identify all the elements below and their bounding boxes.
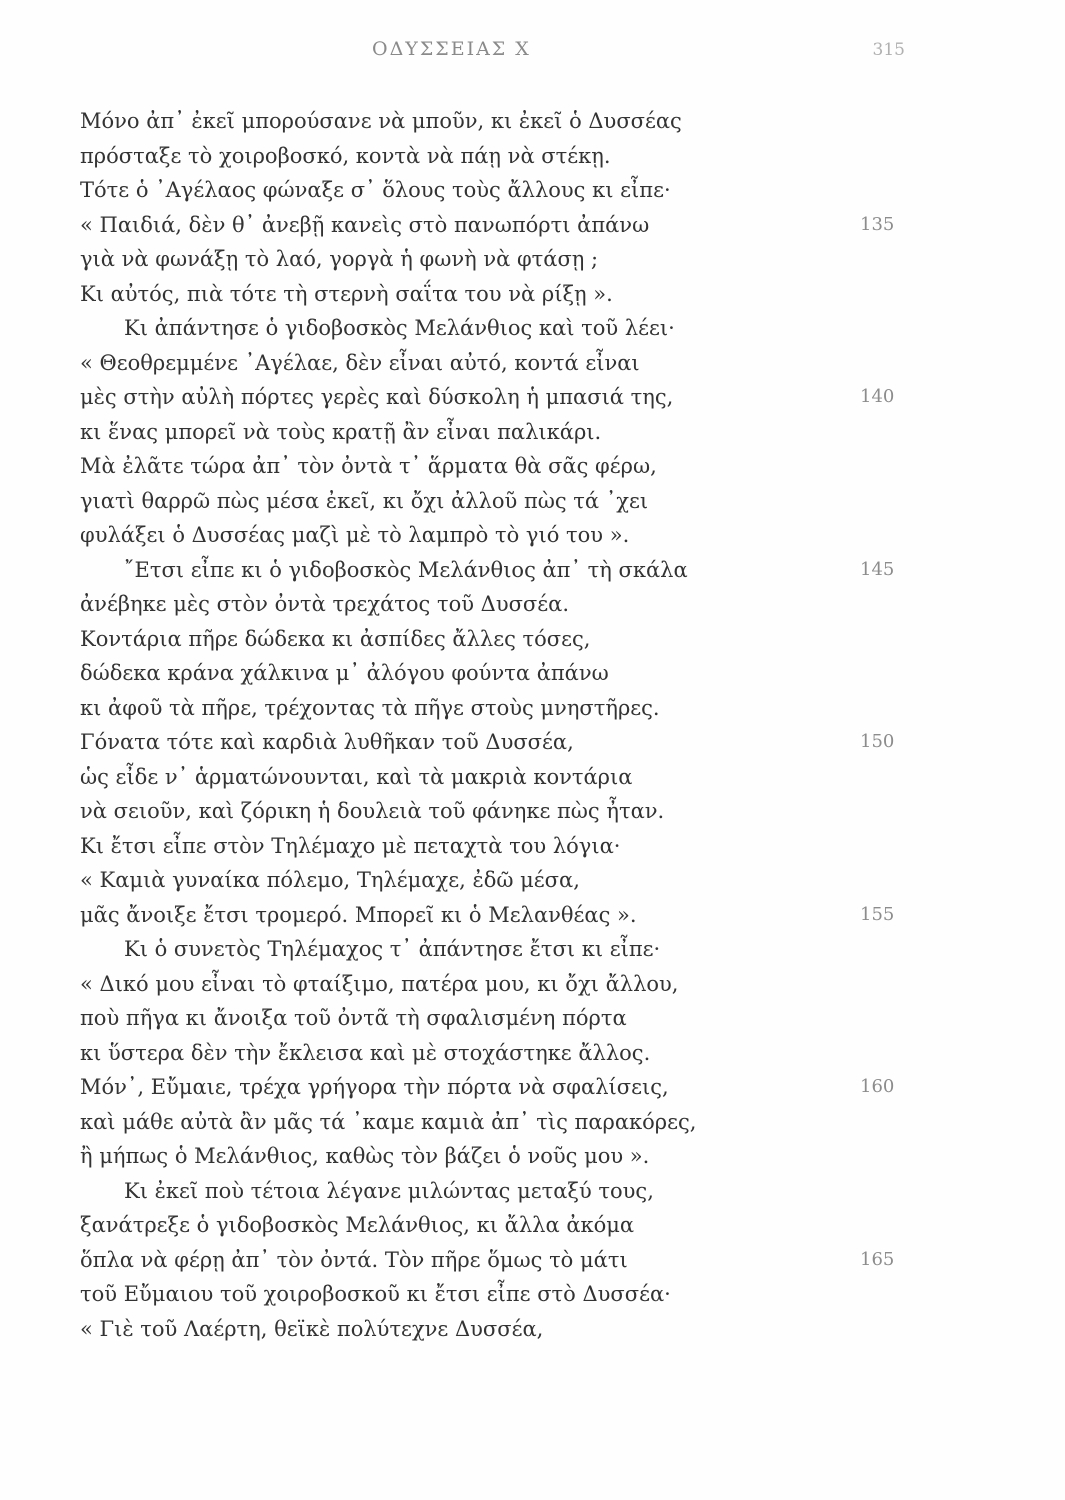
verse-text: « Δικό μου εἶναι τὸ φταίξιμο, πατέρα μου, κι ὄχι ἄλλου, bbox=[80, 971, 679, 996]
verse-text: μὲς στὴν αὐλὴ πόρτες γερὲς καὶ δύσκολη ἡ μπασιά της, bbox=[80, 385, 674, 409]
verse-text: Κι ὁ συνετὸς Τηλέμαχος τ᾿ ἀπάντησε ἔτσι κι εἶπε· bbox=[124, 937, 661, 961]
verse-text: « Γιὲ τοῦ Λαέρτη, θεϊκὲ πολύτεχνε Δυσσέα, bbox=[80, 1316, 544, 1341]
verse-text: ἀνέβηκε μὲς στὸν ὀντὰ τρεχάτος τοῦ Δυσσέα. bbox=[80, 592, 569, 616]
verse-line bbox=[80, 139, 920, 174]
verse-text: « Θεοθρεμμένε ᾿Αγέλαε, δὲν εἶναι αὐτό, κοντά εἶναι bbox=[80, 350, 640, 375]
verse-line bbox=[80, 380, 920, 415]
verse-text: καὶ μάθε αὐτὰ ἂν μᾶς τά ᾿καμε καμιὰ ἀπ᾿ τὶς παρακόρες, bbox=[80, 1109, 697, 1134]
verse-line bbox=[80, 346, 920, 381]
verse-text: ὅπλα νὰ φέρῃ ἀπ᾿ τὸν ὀντά. Τὸν πῆρε ὅμως τὸ μάτι bbox=[80, 1247, 628, 1272]
verse-text: Μόν᾿, Εὔμαιε, τρέχα γρήγορα τὴν πόρτα νὰ σφαλίσεις, bbox=[80, 1075, 669, 1099]
verse-text: κι ὕστερα δὲν τὴν ἔκλεισα καὶ μὲ στοχάστηκε ἄλλος. bbox=[80, 1040, 651, 1065]
verse-text: Κι ἔτσι εἶπε στὸν Τηλέμαχο μὲ πεταχτὰ του λόγια· bbox=[80, 833, 621, 858]
verse-text: ὡς εἶδε ν᾿ ἁρματώνουνται, καὶ τὰ μακριὰ κοντάρια bbox=[80, 764, 633, 789]
verse-line bbox=[80, 1001, 920, 1036]
verse-line bbox=[80, 932, 920, 967]
verse-line bbox=[80, 587, 920, 622]
verse-text: Γόνατα τότε καὶ καρδιὰ λυθῆκαν τοῦ Δυσσέα, bbox=[80, 730, 574, 754]
verse-text: ποὺ πῆγα κι ἄνοιξα τοῦ ὀντᾶ τὴ σφαλισμένη πόρτα bbox=[80, 1006, 627, 1030]
verse-text: δώδεκα κράνα χάλκινα μ᾿ ἀλόγου φούντα ἀπάνω bbox=[80, 661, 609, 685]
verse-line bbox=[80, 1312, 920, 1347]
verse-line bbox=[80, 1208, 920, 1243]
verse-line bbox=[80, 656, 920, 691]
verse-line bbox=[80, 794, 920, 829]
line-number: 135 bbox=[860, 213, 895, 235]
verse-text: Κι ἐκεῖ ποὺ τέτοια λέγανε μιλώντας μεταξύ τους, bbox=[124, 1178, 654, 1203]
verse-line bbox=[80, 967, 920, 1002]
verse-line bbox=[80, 311, 920, 346]
verse-line bbox=[80, 104, 920, 139]
verse-line bbox=[80, 449, 920, 484]
verse-line bbox=[80, 277, 920, 312]
verse-text: Κι αὐτός, πιὰ τότε τὴ στερνὴ σαΐτα του νὰ ρίξῃ ». bbox=[80, 281, 613, 306]
verse-line bbox=[80, 553, 920, 588]
verse-line bbox=[80, 691, 920, 726]
verse-line bbox=[80, 1036, 920, 1071]
verse-text: « Παιδιά, δὲν θ᾿ ἀνεβῇ κανεὶς στὸ πανωπόρτι ἀπάνω bbox=[80, 212, 650, 237]
verse-line bbox=[80, 1174, 920, 1209]
verse-text: νὰ σειοῦν, καὶ ζόρικη ἡ δουλειὰ τοῦ φάνηκε πὼς ἦταν. bbox=[80, 799, 665, 823]
verse-text: γιατὶ θαρρῶ πὼς μέσα ἐκεῖ, κι ὄχι ἀλλοῦ πὼς τά ᾿χει bbox=[80, 488, 649, 513]
verse-line bbox=[80, 1105, 920, 1140]
verse-line bbox=[80, 484, 920, 519]
verse-block bbox=[80, 104, 920, 1346]
line-number: 150 bbox=[860, 731, 895, 752]
verse-text: Κι ἀπάντησε ὁ γιδοβοσκὸς Μελάνθιος καὶ τοῦ λέει· bbox=[124, 316, 675, 340]
verse-text: κι ἕνας μπορεῖ νὰ τοὺς κρατῇ ἂν εἶναι παλικάρι. bbox=[80, 419, 602, 444]
verse-line bbox=[80, 1277, 920, 1312]
verse-text: Τότε ὁ ᾿Αγέλαος φώναξε σ᾿ ὅλους τοὺς ἄλλους κι εἶπε· bbox=[80, 178, 671, 202]
verse-text: Κοντάρια πῆρε δώδεκα κι ἀσπίδες ἄλλες τόσες, bbox=[80, 626, 591, 651]
verse-text: γιὰ νὰ φωνάξῃ τὸ λαό, γοργὰ ἡ φωνὴ νὰ φτάσῃ ; bbox=[80, 247, 599, 271]
verse-line bbox=[80, 173, 920, 208]
line-number: 140 bbox=[860, 386, 895, 407]
running-title: ΟΔΥΣΣΕΙΑΣ Χ bbox=[372, 38, 531, 60]
verse-line bbox=[80, 898, 920, 933]
verse-line bbox=[80, 415, 920, 450]
verse-text: Μὰ ἐλᾶτε τώρα ἀπ᾿ τὸν ὀντὰ τ᾿ ἅρματα θὰ σᾶς φέρω, bbox=[80, 454, 657, 478]
line-number: 160 bbox=[860, 1076, 895, 1097]
verse-line bbox=[80, 208, 920, 243]
verse-text: φυλάξει ὁ Δυσσέας μαζὶ μὲ τὸ λαμπρὸ τὸ γιό του ». bbox=[80, 523, 630, 547]
verse-line bbox=[80, 1243, 920, 1278]
verse-line bbox=[80, 863, 920, 898]
verse-line bbox=[80, 1139, 920, 1174]
line-number: 145 bbox=[860, 558, 895, 580]
verse-line bbox=[80, 518, 920, 553]
verse-text: ἢ μήπως ὁ Μελάνθιος, καθὼς τὸν βάζει ὁ νοῦς μου ». bbox=[80, 1144, 650, 1168]
verse-line bbox=[80, 725, 920, 760]
verse-text: « Καμιὰ γυναίκα πόλεμο, Τηλέμαχε, ἐδῶ μέσα, bbox=[80, 868, 580, 892]
verse-line bbox=[80, 1070, 920, 1105]
verse-line bbox=[80, 622, 920, 657]
page-number: 315 bbox=[872, 40, 905, 60]
verse-line bbox=[80, 242, 920, 277]
verse-text: τοῦ Εὔμαιου τοῦ χοιροβοσκοῦ κι ἔτσι εἶπε στὸ Δυσσέα· bbox=[80, 1282, 671, 1306]
verse-text: πρόσταξε τὸ χοιροβοσκό, κοντὰ νὰ πάῃ νὰ στέκῃ. bbox=[80, 143, 611, 168]
line-number: 155 bbox=[860, 903, 895, 925]
line-number: 165 bbox=[860, 1248, 895, 1270]
verse-text: ξανάτρεξε ὁ γιδοβοσκὸς Μελάνθιος, κι ἄλλα ἀκόμα bbox=[80, 1213, 635, 1237]
verse-text: ῎Ετσι εἶπε κι ὁ γιδοβοσκὸς Μελάνθιος ἀπ᾿ τὴ σκάλα bbox=[124, 557, 688, 582]
verse-line bbox=[80, 760, 920, 795]
running-head bbox=[0, 38, 1065, 68]
verse-text: Μόνο ἀπ᾿ ἐκεῖ μπορούσανε νὰ μποῦν, κι ἐκεῖ ὁ Δυσσέας bbox=[80, 109, 682, 133]
verse-text: κι ἀφοῦ τὰ πῆρε, τρέχοντας τὰ πῆγε στοὺς μνηστῆρες. bbox=[80, 695, 660, 720]
verse-line bbox=[80, 829, 920, 864]
verse-text: μᾶς ἄνοιξε ἔτσι τρομερό. Μπορεῖ κι ὁ Μελανθέας ». bbox=[80, 902, 637, 927]
